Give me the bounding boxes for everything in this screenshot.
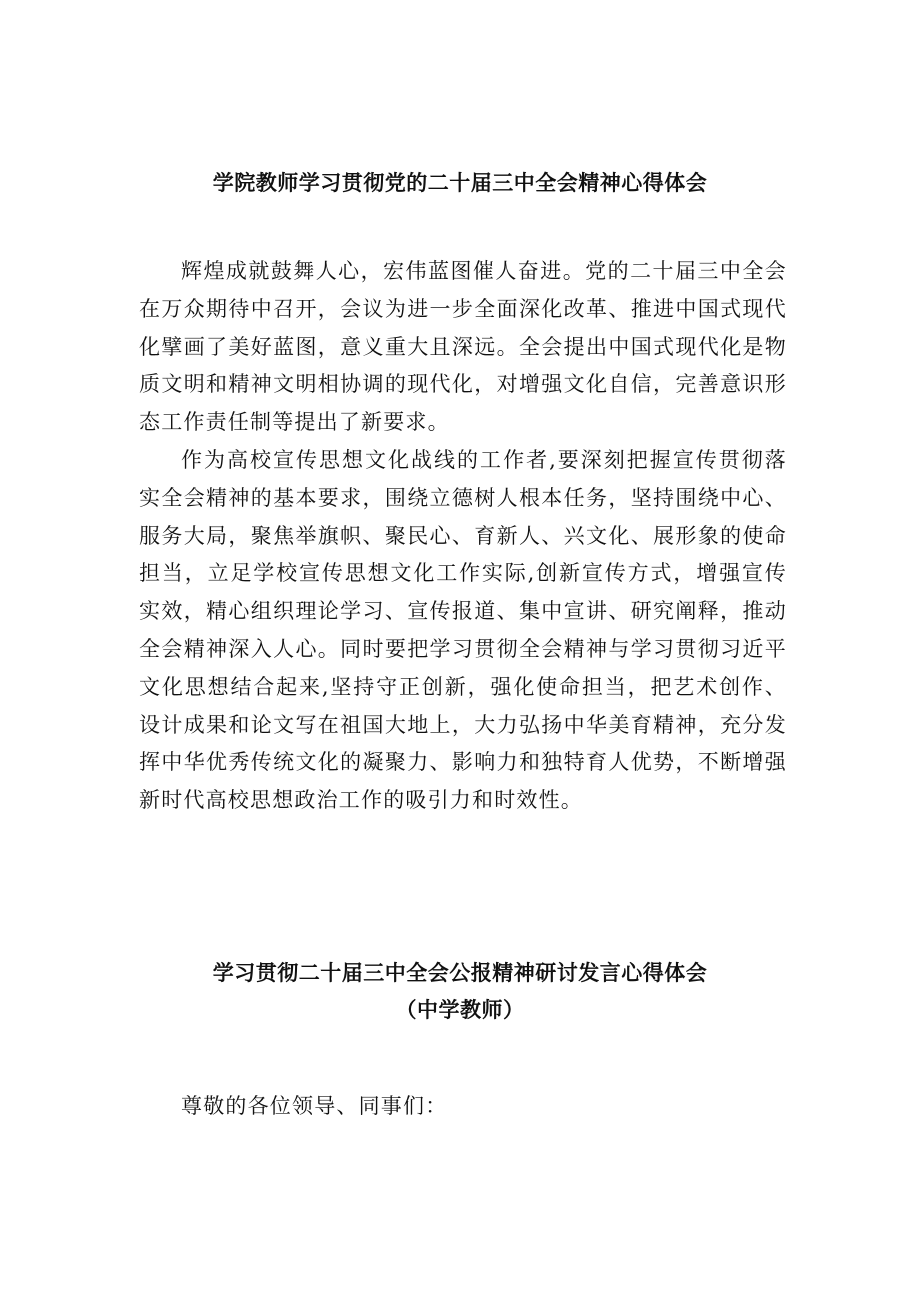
article-1-title: 学院教师学习贯彻党的二十届三中全会精神心得体会 <box>212 171 708 195</box>
article-2-salutation: 尊敬的各位领导、同事们： <box>181 1094 448 1118</box>
article-1-paragraph-1: 辉煌成就鼓舞人心，宏伟蓝图催人奋进。党的二十届三中全会在万众期待中召开，会议为进一步全面深化改革、推进中国式现代化擘画了美好蓝图，意义重大且深远。全会提出中国式现代化是物质文明和精神文明相协调的现代化，对增强文化自信，完善意识形态工作责任制等提出了新要求。 <box>139 259 787 435</box>
article-2-title: 学习贯彻二十届三中全会公报精神研讨发言心得体会 <box>212 961 708 985</box>
article-1-paragraph-2: 作为高校宣传思想文化战线的工作者,要深刻把握宣传贯彻落实全会精神的基本要求，围绕立德树人根本任务，坚持围绕中心、服务大局，聚焦举旗帜、聚民心、育新人、兴文化、展形象的使命担当，立足学校宣传思想文化工作实际,创新宣传方式，增强宣传实效，精心组织理论学习、宣传报道、集中宣讲、研究阐释，推动全会精神深入人心。同时要把学习贯彻全会精神与学习贯彻习近平文化思想结合起来,坚持守正创新，强化使命担当，把艺术创作、设计成果和论文写在祖国大地上，大力弘扬中华美育精神，充分发挥中华优秀传统文化的凝聚力、影响力和独特育人优势，不断增强新时代高校思想政治工作的吸引力和时效性。 <box>139 447 787 813</box>
article-1-body <box>139 253 787 820</box>
article-2-subtitle: （中学教师） <box>395 998 525 1022</box>
